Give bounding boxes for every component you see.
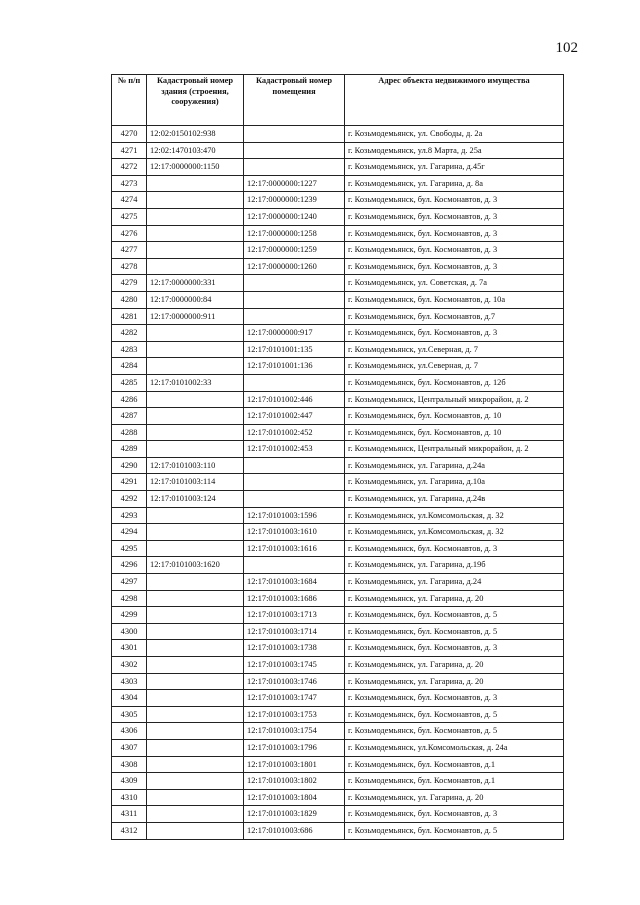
cell-row-number: 4279: [112, 275, 147, 292]
table-row: [112, 175, 564, 192]
cell-address: г. Козьмодемьянск, ул. Гагарина, д. 20: [345, 590, 564, 607]
cell-premises-cadastral-number: 12:17:0101003:1596: [244, 507, 345, 524]
cell-building-cadastral-number: [147, 424, 244, 441]
cell-row-number: 4298: [112, 590, 147, 607]
table-row: [112, 192, 564, 209]
cell-row-number: 4277: [112, 242, 147, 259]
cell-address: г. Козьмодемьянск, бул. Космонавтов, д. 3: [345, 640, 564, 657]
cell-building-cadastral-number: 12:17:0101003:1620: [147, 557, 244, 574]
cell-row-number: 4306: [112, 723, 147, 740]
cell-address: г. Козьмодемьянск, ул. Свободы, д. 2а: [345, 126, 564, 143]
property-registry-table: [111, 74, 564, 840]
cell-address: г. Козьмодемьянск, ул. Гагарина, д. 20: [345, 789, 564, 806]
cell-address: г. Козьмодемьянск, ул. Гагарина, д.45г: [345, 159, 564, 176]
cell-row-number: 4270: [112, 126, 147, 143]
cell-premises-cadastral-number: 12:17:0101003:1801: [244, 756, 345, 773]
cell-premises-cadastral-number: 12:17:0101003:1745: [244, 657, 345, 674]
cell-premises-cadastral-number: 12:17:0000000:1258: [244, 225, 345, 242]
cell-premises-cadastral-number: [244, 457, 345, 474]
cell-row-number: 4285: [112, 374, 147, 391]
cell-premises-cadastral-number: 12:17:0101003:1804: [244, 789, 345, 806]
header-building-cadastral-number: Кадастровый номер здания (строения, сооружения): [147, 75, 244, 126]
cell-building-cadastral-number: [147, 657, 244, 674]
table-row: [112, 756, 564, 773]
header-property-address: Адрес объекта недвижимого имущества: [345, 75, 564, 126]
table-row: [112, 491, 564, 508]
cell-building-cadastral-number: [147, 690, 244, 707]
cell-row-number: 4276: [112, 225, 147, 242]
table-row: [112, 275, 564, 292]
cell-address: г. Козьмодемьянск, бул. Космонавтов, д. 3: [345, 806, 564, 823]
table-row: [112, 391, 564, 408]
cell-row-number: 4284: [112, 358, 147, 375]
cell-row-number: 4282: [112, 325, 147, 342]
cell-address: г. Козьмодемьянск, бул. Космонавтов, д.7: [345, 308, 564, 325]
cell-premises-cadastral-number: [244, 159, 345, 176]
cell-row-number: 4274: [112, 192, 147, 209]
cell-address: г. Козьмодемьянск, ул. Гагарина, д. 20: [345, 673, 564, 690]
cell-premises-cadastral-number: [244, 308, 345, 325]
cell-row-number: 4280: [112, 291, 147, 308]
table-row: [112, 574, 564, 591]
cell-building-cadastral-number: [147, 441, 244, 458]
table-row: [112, 291, 564, 308]
cell-address: г. Козьмодемьянск, ул.Комсомольская, д. 32: [345, 524, 564, 541]
cell-building-cadastral-number: 12:17:0000000:1150: [147, 159, 244, 176]
cell-building-cadastral-number: [147, 706, 244, 723]
cell-premises-cadastral-number: [244, 374, 345, 391]
table-row: [112, 806, 564, 823]
table-row: [112, 723, 564, 740]
cell-building-cadastral-number: [147, 640, 244, 657]
cell-address: г. Козьмодемьянск, бул. Космонавтов, д. 5: [345, 723, 564, 740]
table-row: [112, 441, 564, 458]
cell-row-number: 4305: [112, 706, 147, 723]
cell-row-number: 4287: [112, 408, 147, 425]
cell-building-cadastral-number: [147, 325, 244, 342]
cell-building-cadastral-number: [147, 258, 244, 275]
cell-premises-cadastral-number: 12:17:0000000:1227: [244, 175, 345, 192]
cell-building-cadastral-number: [147, 607, 244, 624]
cell-premises-cadastral-number: [244, 291, 345, 308]
cell-premises-cadastral-number: 12:17:0101002:452: [244, 424, 345, 441]
table-row: [112, 325, 564, 342]
cell-row-number: 4293: [112, 507, 147, 524]
cell-address: г. Козьмодемьянск, ул.Северная, д. 7: [345, 358, 564, 375]
cell-building-cadastral-number: 12:17:0101003:124: [147, 491, 244, 508]
cell-row-number: 4281: [112, 308, 147, 325]
cell-building-cadastral-number: [147, 623, 244, 640]
cell-premises-cadastral-number: [244, 275, 345, 292]
cell-building-cadastral-number: [147, 192, 244, 209]
table-row: [112, 623, 564, 640]
cell-row-number: 4291: [112, 474, 147, 491]
cell-address: г. Козьмодемьянск, ул. Гагарина, д. 20: [345, 657, 564, 674]
cell-row-number: 4294: [112, 524, 147, 541]
header-premises-cadastral-number: Кадастровый номер помещения: [244, 75, 345, 126]
cell-row-number: 4297: [112, 574, 147, 591]
cell-address: г. Козьмодемьянск, бул. Космонавтов, д. 3: [345, 540, 564, 557]
cell-premises-cadastral-number: 12:17:0000000:1239: [244, 192, 345, 209]
table-row: [112, 208, 564, 225]
cell-building-cadastral-number: [147, 723, 244, 740]
cell-building-cadastral-number: 12:17:0101003:110: [147, 457, 244, 474]
cell-building-cadastral-number: [147, 822, 244, 839]
table-row: [112, 242, 564, 259]
cell-address: г. Козьмодемьянск, бул. Космонавтов, д. 10: [345, 408, 564, 425]
cell-row-number: 4299: [112, 607, 147, 624]
cell-row-number: 4283: [112, 341, 147, 358]
cell-address: г. Козьмодемьянск, бул. Космонавтов, д. 3: [345, 242, 564, 259]
cell-address: г. Козьмодемьянск, Центральный микрорайон, д. 2: [345, 441, 564, 458]
cell-building-cadastral-number: [147, 391, 244, 408]
table-row: [112, 424, 564, 441]
cell-address: г. Козьмодемьянск, бул. Космонавтов, д. 3: [345, 325, 564, 342]
table-row: [112, 341, 564, 358]
cell-building-cadastral-number: [147, 590, 244, 607]
page-number: 102: [555, 40, 578, 56]
cell-premises-cadastral-number: 12:17:0101003:1796: [244, 739, 345, 756]
cell-premises-cadastral-number: 12:17:0101003:1829: [244, 806, 345, 823]
cell-row-number: 4278: [112, 258, 147, 275]
cell-building-cadastral-number: 12:17:0101002:33: [147, 374, 244, 391]
cell-address: г. Козьмодемьянск, бул. Космонавтов, д. 5: [345, 623, 564, 640]
cell-address: г. Козьмодемьянск, бул. Космонавтов, д. 5: [345, 706, 564, 723]
cell-premises-cadastral-number: 12:17:0000000:1259: [244, 242, 345, 259]
cell-address: г. Козьмодемьянск, ул.8 Марта, д. 25а: [345, 142, 564, 159]
cell-row-number: 4275: [112, 208, 147, 225]
cell-premises-cadastral-number: [244, 474, 345, 491]
header-row-number: № п/п: [112, 75, 147, 126]
table-row: [112, 540, 564, 557]
cell-address: г. Козьмодемьянск, бул. Космонавтов, д. 3: [345, 225, 564, 242]
cell-premises-cadastral-number: 12:17:0101003:1713: [244, 607, 345, 624]
cell-row-number: 4290: [112, 457, 147, 474]
table-row: [112, 673, 564, 690]
cell-premises-cadastral-number: 12:17:0101002:453: [244, 441, 345, 458]
cell-row-number: 4301: [112, 640, 147, 657]
cell-address: г. Козьмодемьянск, бул. Космонавтов, д. 5: [345, 607, 564, 624]
cell-address: г. Козьмодемьянск, бул. Космонавтов, д. 3: [345, 258, 564, 275]
cell-address: г. Козьмодемьянск, бул. Космонавтов, д. 10а: [345, 291, 564, 308]
cell-building-cadastral-number: [147, 341, 244, 358]
cell-building-cadastral-number: [147, 507, 244, 524]
cell-building-cadastral-number: 12:17:0101003:114: [147, 474, 244, 491]
cell-building-cadastral-number: [147, 773, 244, 790]
cell-address: г. Козьмодемьянск, бул. Космонавтов, д.1: [345, 756, 564, 773]
cell-address: г. Козьмодемьянск, ул.Северная, д. 7: [345, 341, 564, 358]
cell-row-number: 4295: [112, 540, 147, 557]
cell-building-cadastral-number: [147, 524, 244, 541]
cell-building-cadastral-number: [147, 208, 244, 225]
cell-building-cadastral-number: [147, 358, 244, 375]
cell-premises-cadastral-number: 12:17:0101003:1714: [244, 623, 345, 640]
cell-building-cadastral-number: [147, 574, 244, 591]
table-header-row: [112, 75, 564, 126]
cell-address: г. Козьмодемьянск, бул. Космонавтов, д. 3: [345, 208, 564, 225]
table-row: [112, 308, 564, 325]
cell-address: г. Козьмодемьянск, Центральный микрорайон, д. 2: [345, 391, 564, 408]
table-row: [112, 358, 564, 375]
cell-premises-cadastral-number: 12:17:0000000:1240: [244, 208, 345, 225]
cell-premises-cadastral-number: 12:17:0101003:1686: [244, 590, 345, 607]
cell-premises-cadastral-number: 12:17:0101003:1610: [244, 524, 345, 541]
cell-row-number: 4296: [112, 557, 147, 574]
cell-building-cadastral-number: [147, 225, 244, 242]
cell-premises-cadastral-number: 12:17:0101003:1747: [244, 690, 345, 707]
cell-row-number: 4310: [112, 789, 147, 806]
cell-address: г. Козьмодемьянск, ул. Гагарина, д.19б: [345, 557, 564, 574]
cell-premises-cadastral-number: 12:17:0101003:1616: [244, 540, 345, 557]
cell-premises-cadastral-number: 12:17:0101003:1684: [244, 574, 345, 591]
cell-address: г. Козьмодемьянск, бул. Космонавтов, д. 3: [345, 192, 564, 209]
cell-building-cadastral-number: [147, 806, 244, 823]
cell-building-cadastral-number: 12:02:1470103:470: [147, 142, 244, 159]
cell-premises-cadastral-number: 12:17:0101002:447: [244, 408, 345, 425]
cell-building-cadastral-number: [147, 242, 244, 259]
cell-address: г. Козьмодемьянск, бул. Космонавтов, д. 5: [345, 822, 564, 839]
table-row: [112, 159, 564, 176]
cell-address: г. Козьмодемьянск, ул. Гагарина, д.24: [345, 574, 564, 591]
table-row: [112, 657, 564, 674]
cell-address: г. Козьмодемьянск, бул. Космонавтов, д. 3: [345, 690, 564, 707]
cell-premises-cadastral-number: 12:17:0101003:1746: [244, 673, 345, 690]
cell-premises-cadastral-number: 12:17:0101003:1738: [244, 640, 345, 657]
cell-building-cadastral-number: [147, 789, 244, 806]
cell-address: г. Козьмодемьянск, бул. Космонавтов, д. 12б: [345, 374, 564, 391]
cell-row-number: 4292: [112, 491, 147, 508]
cell-building-cadastral-number: [147, 756, 244, 773]
cell-building-cadastral-number: 12:17:0000000:331: [147, 275, 244, 292]
cell-address: г. Козьмодемьянск, ул.Комсомольская, д. 24а: [345, 739, 564, 756]
table-row: [112, 126, 564, 143]
cell-building-cadastral-number: [147, 739, 244, 756]
cell-premises-cadastral-number: [244, 491, 345, 508]
table-row: [112, 374, 564, 391]
cell-address: г. Козьмодемьянск, ул. Гагарина, д.24а: [345, 457, 564, 474]
table-row: [112, 557, 564, 574]
cell-address: г. Козьмодемьянск, ул.Комсомольская, д. 32: [345, 507, 564, 524]
cell-row-number: 4308: [112, 756, 147, 773]
table-row: [112, 607, 564, 624]
table-row: [112, 225, 564, 242]
table-row: [112, 822, 564, 839]
cell-row-number: 4302: [112, 657, 147, 674]
cell-premises-cadastral-number: 12:17:0101003:1754: [244, 723, 345, 740]
cell-building-cadastral-number: 12:02:0150102:938: [147, 126, 244, 143]
cell-premises-cadastral-number: [244, 126, 345, 143]
cell-row-number: 4307: [112, 739, 147, 756]
cell-address: г. Козьмодемьянск, ул. Гагарина, д.10а: [345, 474, 564, 491]
cell-premises-cadastral-number: 12:17:0101001:135: [244, 341, 345, 358]
cell-row-number: 4311: [112, 806, 147, 823]
cell-row-number: 4272: [112, 159, 147, 176]
table-row: [112, 706, 564, 723]
cell-premises-cadastral-number: 12:17:0101003:1753: [244, 706, 345, 723]
cell-premises-cadastral-number: 12:17:0101003:1802: [244, 773, 345, 790]
table-row: [112, 773, 564, 790]
cell-row-number: 4273: [112, 175, 147, 192]
cell-building-cadastral-number: [147, 408, 244, 425]
cell-row-number: 4300: [112, 623, 147, 640]
table-row: [112, 507, 564, 524]
table-row: [112, 258, 564, 275]
cell-building-cadastral-number: [147, 540, 244, 557]
table-row: [112, 640, 564, 657]
cell-premises-cadastral-number: 12:17:0101002:446: [244, 391, 345, 408]
table-row: [112, 408, 564, 425]
cell-address: г. Козьмодемьянск, бул. Космонавтов, д.1: [345, 773, 564, 790]
cell-row-number: 4312: [112, 822, 147, 839]
cell-premises-cadastral-number: [244, 557, 345, 574]
cell-row-number: 4309: [112, 773, 147, 790]
table-row: [112, 690, 564, 707]
cell-premises-cadastral-number: 12:17:0000000:917: [244, 325, 345, 342]
cell-row-number: 4288: [112, 424, 147, 441]
cell-row-number: 4271: [112, 142, 147, 159]
table-row: [112, 474, 564, 491]
cell-address: г. Козьмодемьянск, ул. Гагарина, д. 8а: [345, 175, 564, 192]
cell-building-cadastral-number: [147, 175, 244, 192]
table-row: [112, 142, 564, 159]
table-body: [112, 126, 564, 840]
cell-building-cadastral-number: 12:17:0000000:911: [147, 308, 244, 325]
cell-premises-cadastral-number: 12:17:0101001:136: [244, 358, 345, 375]
table-row: [112, 590, 564, 607]
cell-building-cadastral-number: 12:17:0000000:84: [147, 291, 244, 308]
cell-premises-cadastral-number: 12:17:0101003:686: [244, 822, 345, 839]
cell-row-number: 4289: [112, 441, 147, 458]
cell-row-number: 4304: [112, 690, 147, 707]
cell-address: г. Козьмодемьянск, бул. Космонавтов, д. 10: [345, 424, 564, 441]
table-row: [112, 524, 564, 541]
cell-premises-cadastral-number: [244, 142, 345, 159]
table-row: [112, 739, 564, 756]
cell-row-number: 4303: [112, 673, 147, 690]
cell-premises-cadastral-number: 12:17:0000000:1260: [244, 258, 345, 275]
cell-building-cadastral-number: [147, 673, 244, 690]
cell-address: г. Козьмодемьянск, ул. Гагарина, д.24в: [345, 491, 564, 508]
table-row: [112, 457, 564, 474]
cell-row-number: 4286: [112, 391, 147, 408]
cell-address: г. Козьмодемьянск, ул. Советская, д. 7а: [345, 275, 564, 292]
table-row: [112, 789, 564, 806]
